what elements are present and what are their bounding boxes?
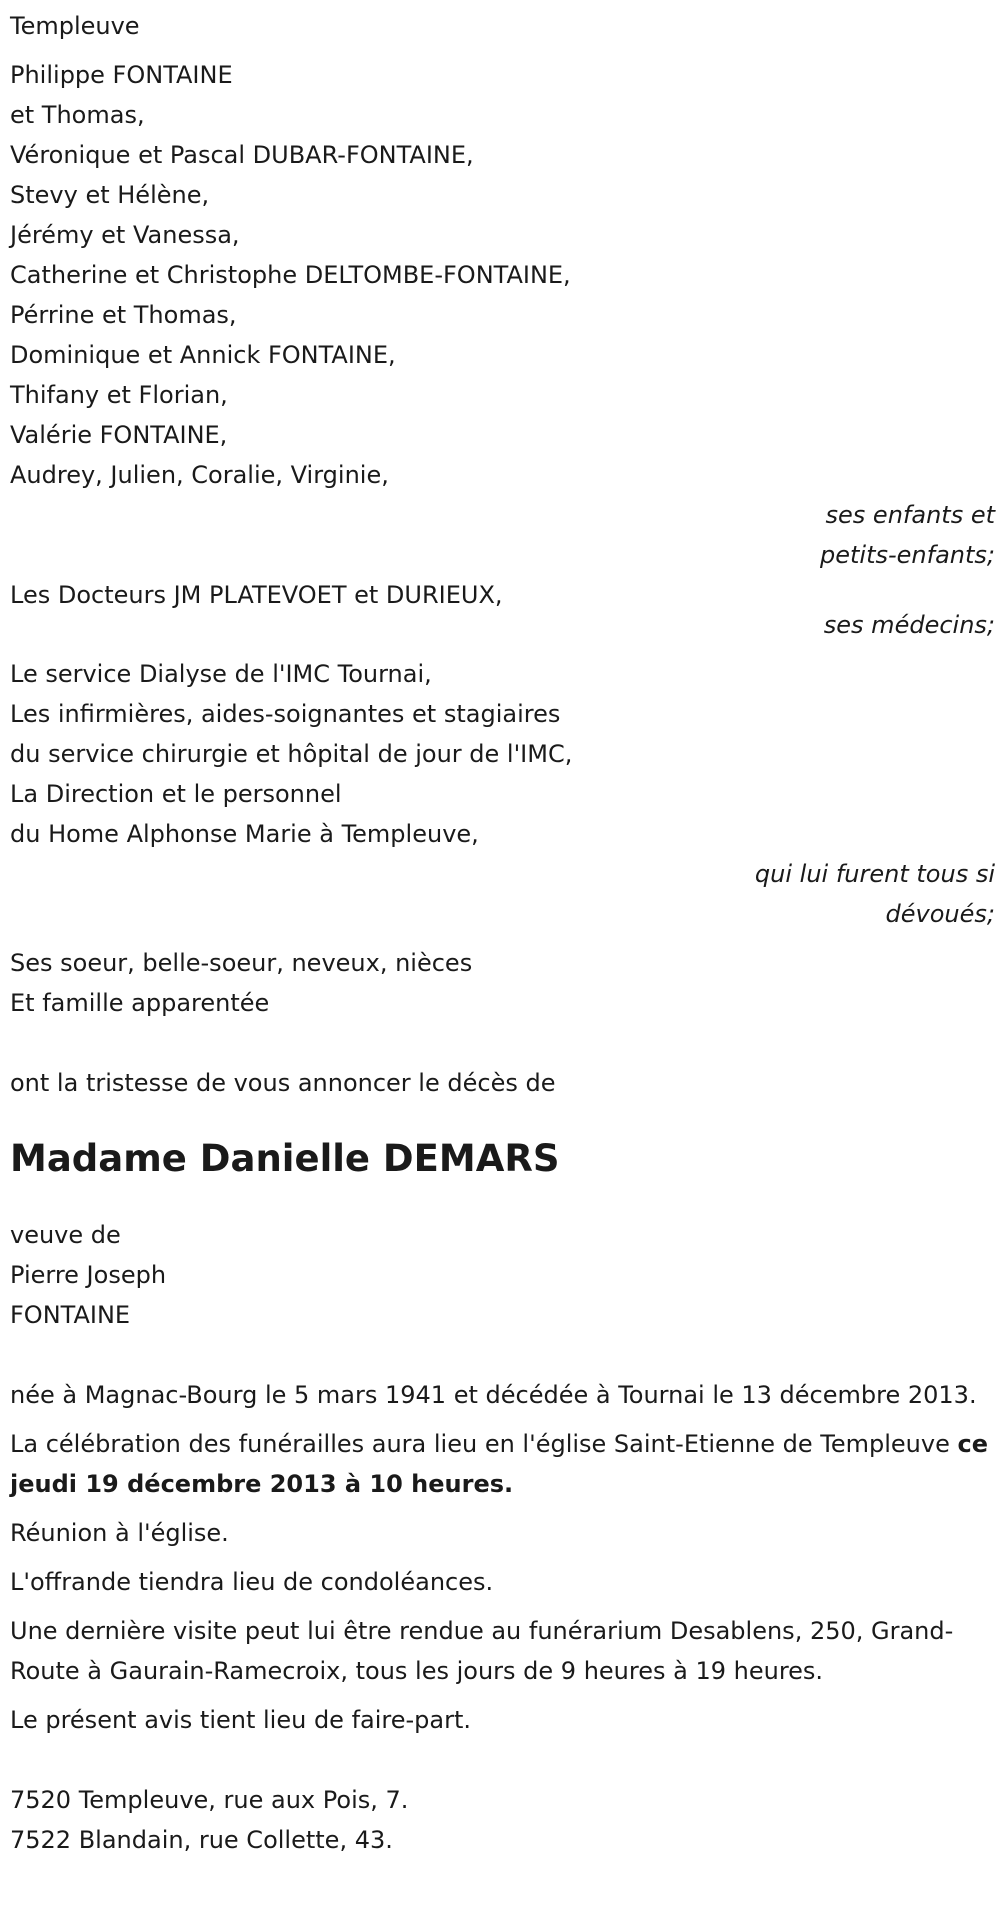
family-line: Dominique et Annick FONTAINE, (10, 341, 396, 369)
staff-line: Les infirmières, aides-soignantes et stagiaires (10, 700, 561, 728)
visit-info: Une dernière visite peut lui être rendue au funérarium Desablens, 250, Grand-Route à Gaurain-Ramecroix, tous les jours de 9 heures à 19 heures. (10, 1617, 954, 1685)
family-role: ses enfants et (825, 501, 995, 529)
staff-role: qui lui furent tous si (754, 860, 995, 888)
widow-line: Pierre Joseph (10, 1261, 167, 1289)
family-line: Thifany et Florian, (10, 381, 228, 409)
family-line: Audrey, Julien, Coralie, Virginie, (10, 461, 389, 489)
birth-death: née à Magnac-Bourg le 5 mars 1941 et décédée à Tournai le 13 décembre 2013. (10, 1381, 977, 1409)
staff-list (10, 654, 995, 854)
family-role: petits-enfants; (820, 541, 995, 569)
family-line: Pérrine et Thomas, (10, 301, 237, 329)
doctors-line: Les Docteurs JM PLATEVOET et DURIEUX, (10, 581, 503, 609)
announcement: ont la tristesse de vous annoncer le décès de (10, 1069, 556, 1097)
address-line: 7520 Templeuve, rue aux Pois, 7. (10, 1786, 409, 1814)
family-line: Catherine et Christophe DELTOMBE-FONTAINE, (10, 261, 571, 289)
relatives-line: Et famille apparentée (10, 989, 270, 1017)
staff-line: du Home Alphonse Marie à Templeuve, (10, 820, 479, 848)
widow-line: FONTAINE (10, 1301, 131, 1329)
offering: L'offrande tiendra lieu de condoléances. (10, 1568, 494, 1596)
obituary-text (10, 6, 995, 1860)
ceremony-date: ce jeudi 19 décembre 2013 à 10 heures. (10, 1430, 988, 1498)
meeting: Réunion à l'église. (10, 1519, 229, 1547)
staff-line: La Direction et le personnel (10, 780, 342, 808)
address-line: 7522 Blandain, rue Collette, 43. (10, 1826, 393, 1854)
staff-line: Le service Dialyse de l'IMC Tournai, (10, 660, 432, 688)
family-line: Jérémy et Vanessa, (10, 221, 240, 249)
staff-line: du service chirurgie et hôpital de jour de l'IMC, (10, 740, 573, 768)
family-line: Stevy et Hélène, (10, 181, 210, 209)
doctors-role: ses médecins; (823, 611, 995, 639)
family-line: Véronique et Pascal DUBAR-FONTAINE, (10, 141, 474, 169)
ceremony (10, 1424, 995, 1504)
ceremony-text: La célébration des funérailles aura lieu en l'église Saint-Etienne de Templeuve (10, 1430, 958, 1458)
deceased-name: Madame Danielle DEMARS (10, 1137, 560, 1180)
widow-line: veuve de (10, 1221, 121, 1249)
notice: Le présent avis tient lieu de faire-part. (10, 1706, 472, 1734)
family-line: et Thomas, (10, 101, 145, 129)
family-line: Philippe FONTAINE (10, 61, 233, 89)
staff-role: dévoués; (885, 900, 995, 928)
relatives-line: Ses soeur, belle-soeur, neveux, nièces (10, 949, 473, 977)
location-heading: Templeuve (10, 12, 140, 40)
family-list (10, 55, 995, 495)
family-line: Valérie FONTAINE, (10, 421, 228, 449)
